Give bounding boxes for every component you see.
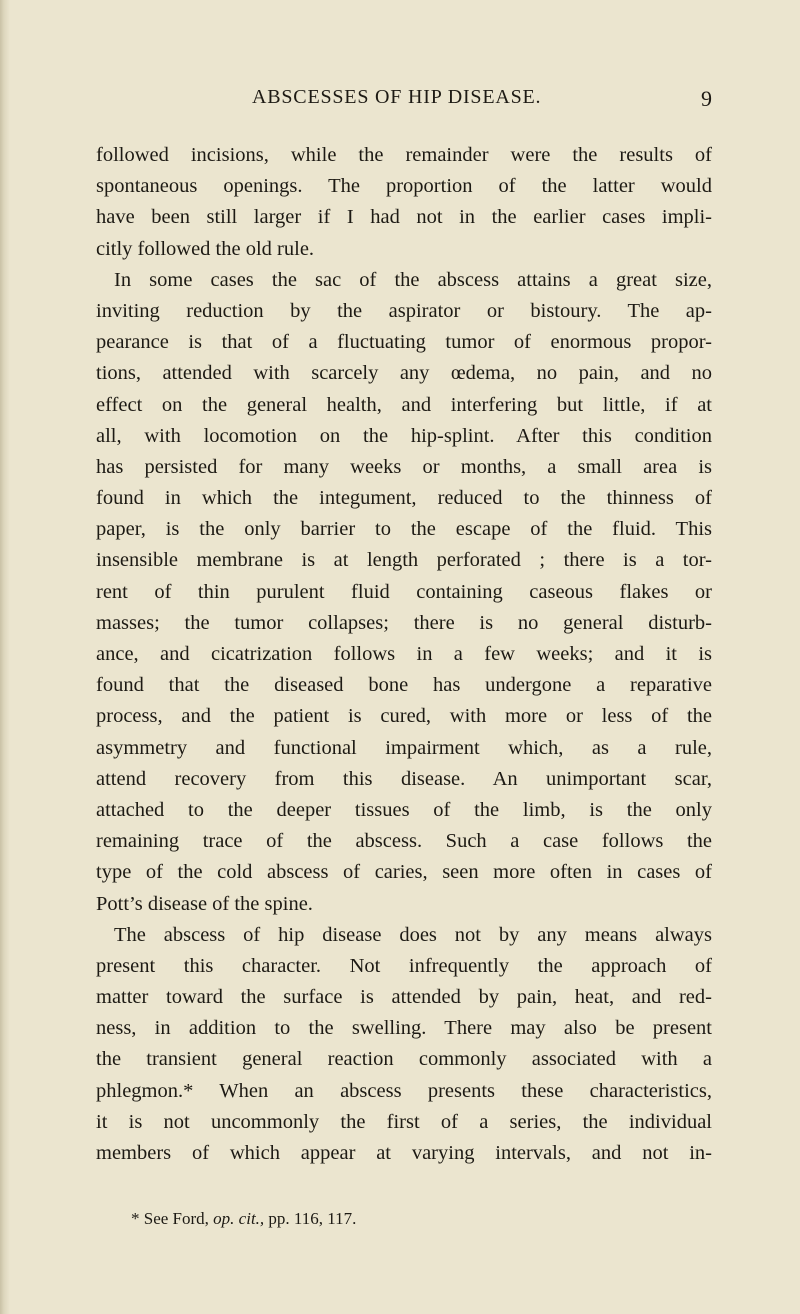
text-line: found in which the integument, reduced to the thinness of bbox=[96, 487, 712, 510]
text-line: remaining trace of the abscess. Such a case follows the bbox=[96, 830, 712, 853]
footnote-marker: * bbox=[131, 1209, 140, 1228]
text-line: phlegmon.* When an abscess presents these characteristics, bbox=[96, 1079, 712, 1102]
text-line: insensible membrane is at length perforated ; there is a tor- bbox=[96, 549, 712, 572]
text-line: matter toward the surface is attended by pain, heat, and red- bbox=[96, 986, 712, 1009]
footnote-pages: pp. 116, 117. bbox=[268, 1209, 357, 1228]
text-line: The abscess of hip disease does not by any means always bbox=[114, 923, 712, 946]
text-line: asymmetry and functional impairment which, as a rule, bbox=[96, 736, 712, 759]
footnote bbox=[131, 1209, 356, 1229]
text-line: ance, and cicatrization follows in a few weeks; and it is bbox=[96, 643, 712, 665]
page-number: 9 bbox=[701, 86, 712, 111]
body-text bbox=[96, 140, 712, 1169]
text-line: paper, is the only barrier to the escape of the fluid. This bbox=[96, 518, 712, 541]
footnote-citation: op. cit., bbox=[213, 1209, 265, 1228]
text-line: process, and the patient is cured, with more or less of the bbox=[96, 705, 712, 728]
text-line: citly followed the old rule. bbox=[96, 237, 315, 260]
text-line: attached to the deeper tissues of the limb, is the only bbox=[96, 798, 712, 821]
text-line: members of which appear at varying intervals, and not in- bbox=[96, 1142, 712, 1164]
running-head: ABSCESSES OF HIP DISEASE. bbox=[252, 86, 542, 108]
text-line: effect on the general health, and interfering but little, if at bbox=[96, 393, 712, 416]
text-line: followed incisions, while the remainder were the results of bbox=[96, 144, 712, 166]
page-header bbox=[96, 86, 712, 116]
text-line: the transient general reaction commonly associated with a bbox=[96, 1048, 712, 1071]
text-line: Pott’s disease of the spine. bbox=[96, 892, 313, 915]
text-line: spontaneous openings. The proportion of the latter would bbox=[96, 175, 712, 198]
text-line: has persisted for many weeks or months, a small area is bbox=[96, 455, 712, 478]
text-line: all, with locomotion on the hip-splint. After this condition bbox=[96, 424, 712, 447]
text-line: type of the cold abscess of caries, seen more often in cases of bbox=[96, 861, 712, 884]
text-line: have been still larger if I had not in the earlier cases impli- bbox=[96, 206, 712, 229]
text-line: In some cases the sac of the abscess attains a great size, bbox=[114, 268, 712, 291]
text-line: inviting reduction by the aspirator or bistoury. The ap- bbox=[96, 299, 712, 322]
text-line: found that the diseased bone has undergone a reparative bbox=[96, 674, 712, 697]
text-line: pearance is that of a fluctuating tumor of enormous propor- bbox=[96, 331, 712, 354]
text-line: masses; the tumor collapses; there is no general disturb- bbox=[96, 611, 712, 634]
text-line: it is not uncommonly the first of a series, the individual bbox=[96, 1110, 712, 1133]
text-line: ness, in addition to the swelling. There may also be present bbox=[96, 1017, 712, 1040]
footnote-text: See Ford, bbox=[143, 1209, 209, 1228]
page-edge bbox=[0, 0, 10, 1314]
text-line: present this character. Not infrequently the approach of bbox=[96, 954, 712, 977]
text-line: attend recovery from this disease. An unimportant scar, bbox=[96, 767, 712, 790]
text-line: rent of thin purulent fluid containing caseous flakes or bbox=[96, 580, 712, 603]
text-line: tions, attended with scarcely any œdema, no pain, and no bbox=[96, 362, 712, 385]
